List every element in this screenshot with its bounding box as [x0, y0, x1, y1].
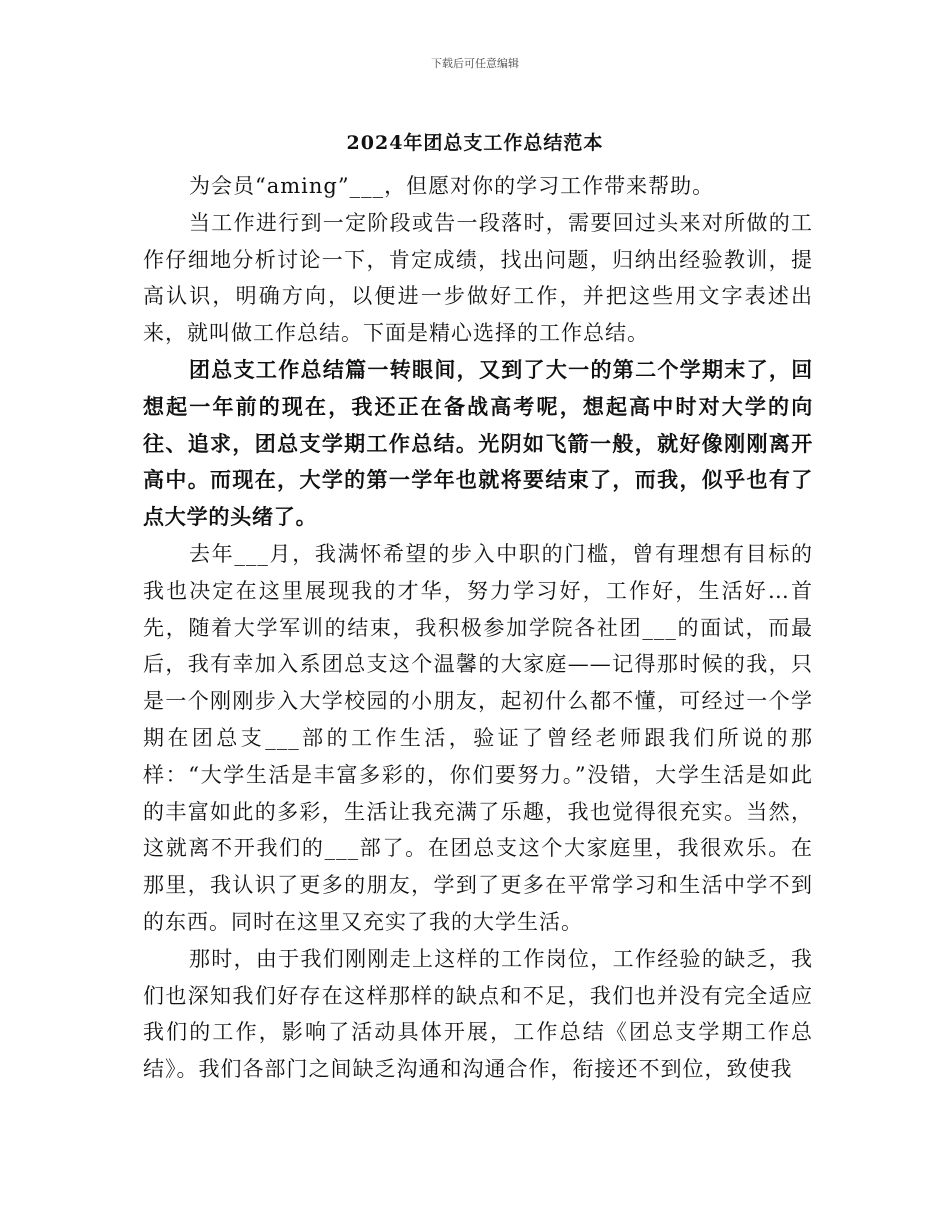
paragraph-intro: 为会员“aming”___，但愿对你的学习工作带来帮助。: [189, 174, 715, 198]
document-body: [143, 168, 813, 1088]
header-note: 下载后可任意编辑: [431, 57, 519, 70]
document-title: 2024年团总支工作总结范本: [346, 132, 604, 154]
paragraph-last-year: 去年___月，我满怀希望的步入中职的门槛，曾有理想有目标的我也决定在这里展现我的才华，努力学习好，工作好，生活好…首先，随着大学军训的结束，我积极参加学院各社团___的面试，而最后，我有幸加入系团总支这个温馨的大家庭——记得那时候的我，只是一个刚刚步入大学校园的小朋友，起初什么都不懂，可经过一个学期在团总支___部的工作生活，验证了曾经老师跟我们所说的那样：“大学生活是丰富多彩的，你们要努力。”没错，大学生活是如此的丰富如此的多彩，生活让我充满了乐趣，我也觉得很充实。当然，这就离不开我们的___部了。在团总支这个大家庭里，我很欢乐。在那里，我认识了更多的朋友，学到了更多在平常学习和生活中学不到的东西。同时在这里又充实了我的大学生活。: [143, 541, 813, 934]
paragraph-section-one: 团总支工作总结篇一转眼间，又到了大一的第二个学期末了，回想起一年前的现在，我还正在备战高考呢，想起高中时对大学的向往、追求，团总支学期工作总结。光阴如飞箭一般，就好像刚刚离开高中。而现在，大学的第一学年也就将要结束了，而我，似乎也有了点大学的头绪了。: [143, 356, 813, 530]
paragraph-shortcomings: 那时，由于我们刚刚走上这样的工作岗位，工作经验的缺乏，我们也深知我们好存在这样那样的缺点和不足，我们也并没有完全适应我们的工作，影响了活动具体开展，工作总结《团总支学期工作总结》。我们各部门之间缺乏沟通和沟通合作，衔接还不到位，致使我: [143, 946, 813, 1082]
paragraph-definition: 当工作进行到一定阶段或告一段落时，需要回过头来对所做的工作仔细地分析讨论一下，肯定成绩，找出问题，归纳出经验教训，提高认识，明确方向，以便进一步做好工作，并把这些用文字表述出来，就叫做工作总结。下面是精心选择的工作总结。: [143, 210, 813, 346]
